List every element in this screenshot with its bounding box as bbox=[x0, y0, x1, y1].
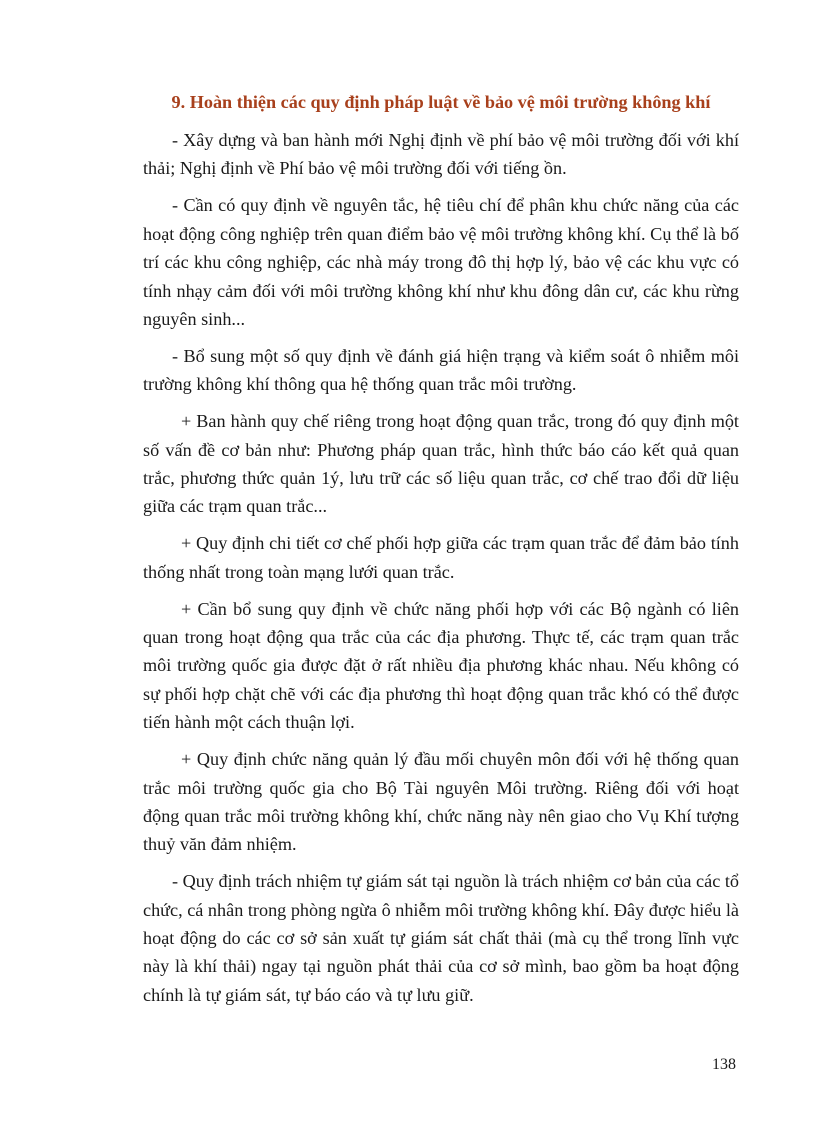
paragraph-station-coordination: + Quy định chi tiết cơ chế phối hợp giữa các trạm quan trắc để đảm bảo tính thống nhất trong toàn mạng lưới quan trắc. bbox=[143, 533, 739, 582]
paragraph-ministry-coordination: + Cần bổ sung quy định về chức năng phối hợp với các Bộ ngành có liên quan trong hoạt động qua trắc của các địa phương. Thực tế, các trạm quan trắc môi trường quốc gia được đặt ở rất nhiều địa phương khác nhau. Nếu không có sự phối hợp chặt chẽ với các địa phương thì hoạt động quan trắc khó có thể được tiến hành một cách thuận lợi. bbox=[143, 598, 739, 733]
paragraph-zoning-principles: - Cần có quy định về nguyên tắc, hệ tiêu chí để phân khu chức năng của các hoạt động công nghiệp trên quan điểm bảo vệ môi trường không khí. Cụ thể là bố trí các khu công nghiệp, các nhà máy trong đô thị hợp lý, bảo vệ các khu vực có tính nhạy cảm đối với môi trường không khí như khu đông dân cư, các khu rừng nguyên sinh... bbox=[143, 195, 739, 329]
document-page bbox=[143, 92, 739, 1018]
paragraph-decree-fees: - Xây dựng và ban hành mới Nghị định về phí bảo vệ môi trường đối với khí thải; Nghị định về Phí bảo vệ môi trường đối với tiếng ồn. bbox=[143, 130, 739, 179]
section-heading: 9. Hoàn thiện các quy định pháp luật về bảo vệ môi trường không khí bbox=[171, 92, 711, 112]
paragraph-monitoring-assessment: - Bổ sung một số quy định về đánh giá hiện trạng và kiểm soát ô nhiễm môi trường không khí thông qua hệ thống quan trắc môi trường. bbox=[143, 345, 739, 395]
paragraph-monitoring-regulation: + Ban hành quy chế riêng trong hoạt động quan trắc, trong đó quy định một số vấn đề cơ bản như: Phương pháp quan trắc, hình thức báo cáo kết quả quan trắc, phương thức quản 1ý, lưu trữ các số liệu quan trắc, cơ chế trao đổi dữ liệu giữa các trạm quan trắc... bbox=[143, 411, 739, 517]
paragraph-focal-management: + Quy định chức năng quản lý đầu mối chuyên môn đối với hệ thống quan trắc môi trường quốc gia cho Bộ Tài nguyên Môi trường. Riêng đối với hoạt động quan trắc môi trường không khí, chức năng này nên giao cho Vụ Khí tượng thuỷ văn đảm nhiệm. bbox=[143, 749, 739, 855]
paragraph-self-monitoring: - Quy định trách nhiệm tự giám sát tại nguồn là trách nhiệm cơ bản của các tổ chức, cá nhân trong phòng ngừa ô nhiễm môi trường không khí. Đây được hiểu là hoạt động do các cơ sở sản xuất tự giám sát chất thải (mà cụ thể trong lĩnh vực này là khí thải) ngay tại nguồn phát thải của cơ sở mình, bao gồm ba hoạt động chính là tự giám sát, tự báo cáo và tự lưu giữ. bbox=[143, 871, 739, 1005]
page-number: 138 bbox=[712, 1056, 736, 1073]
